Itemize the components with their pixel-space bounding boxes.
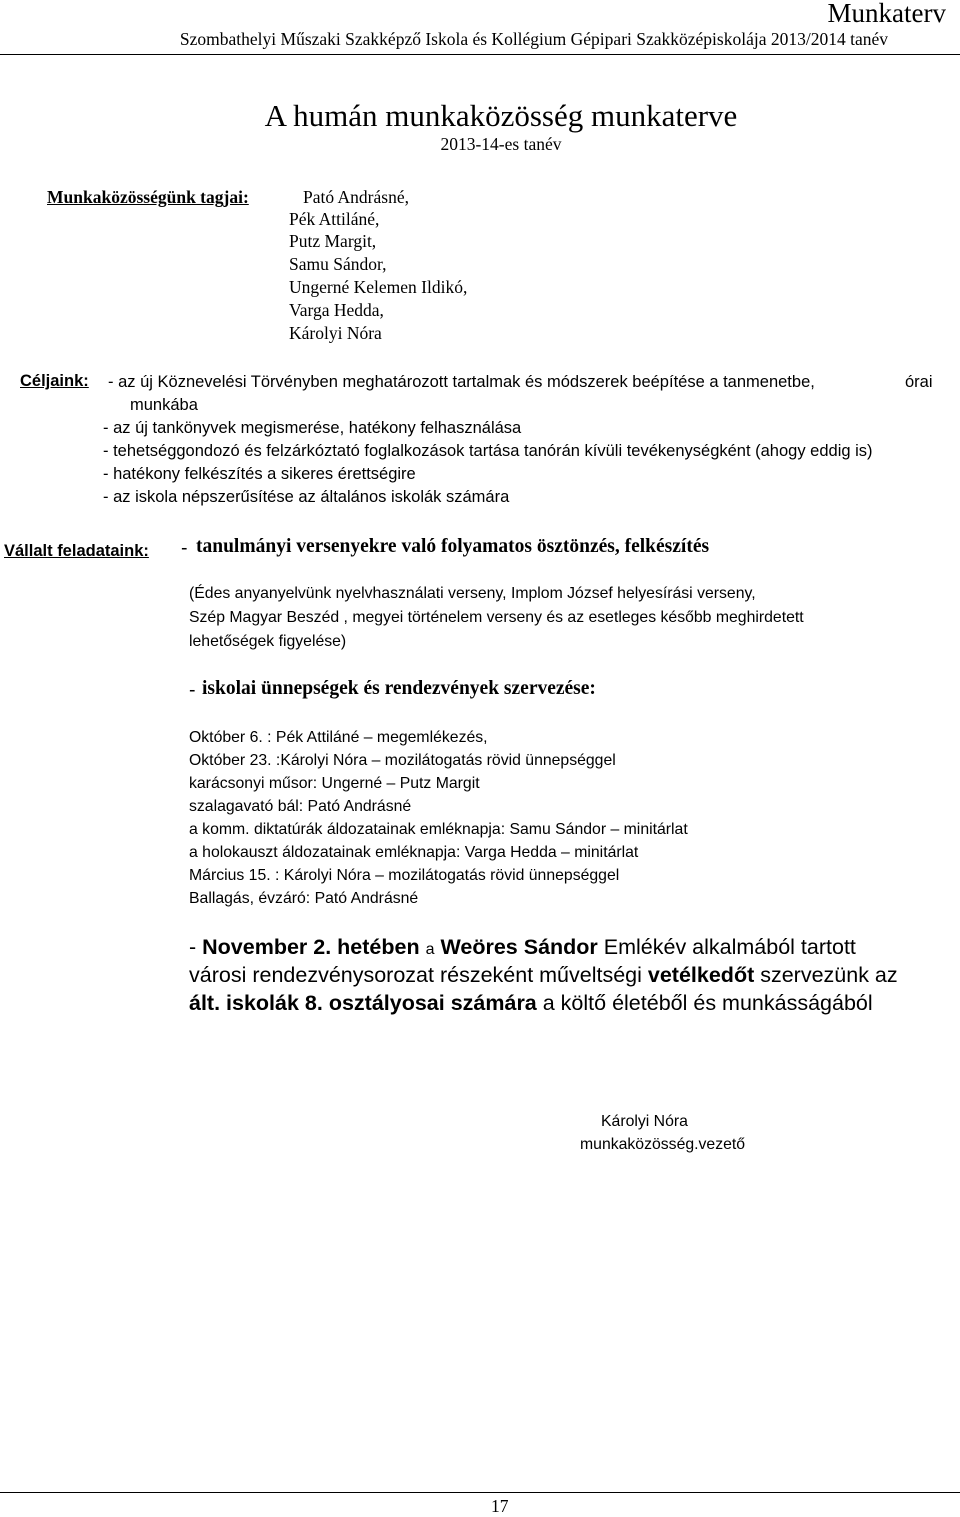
member-name: Pató Andrásné, <box>303 187 409 207</box>
footer-divider <box>0 1492 960 1493</box>
goal-item: - az új tankönyvek megismerése, hatékony felhasználása <box>103 419 522 437</box>
header-title: Munkaterv <box>827 0 946 28</box>
member-name: Károlyi Nóra <box>289 323 382 343</box>
document-title: A humán munkaközösség munkaterve <box>264 98 738 133</box>
goal-item-tail: órai <box>905 373 933 391</box>
goals-label: Céljaink: <box>20 372 89 390</box>
member-name: Ungerné Kelemen Ildikó, <box>289 277 468 297</box>
goal-item: - hatékony felkészítés a sikeres érettségire <box>103 465 416 483</box>
text-run: szervezünk az <box>754 963 898 987</box>
text-run: a <box>425 941 435 958</box>
task-paragraph-line <box>189 962 898 990</box>
text-run: ált. iskolák 8. osztályosai számára <box>189 991 537 1015</box>
event-item: Október 23. :Károlyi Nóra – mozilátogatás rövid ünnepséggel <box>189 752 616 769</box>
tasks-label: Vállalt feladataink: <box>4 542 149 560</box>
signature-role: munkaközösség.vezető <box>580 1136 746 1153</box>
goal-item: - az új Köznevelési Törvényben meghatározott tartalmak és módszerek beépítése a tanmenetbe, <box>108 373 815 391</box>
member-name: Varga Hedda, <box>289 300 384 320</box>
signature-name: Károlyi Nóra <box>601 1113 688 1130</box>
text-run: Weöres Sándor <box>434 935 598 959</box>
event-item: karácsonyi műsor: Ungerné – Putz Margit <box>189 775 480 792</box>
text-run: a költő életéből és munkásságából <box>536 991 873 1015</box>
task-paragraph-line <box>189 990 873 1018</box>
event-item: Március 15. : Károlyi Nóra – mozilátogatás rövid ünnepséggel <box>189 867 620 884</box>
text-run: Emlékév alkalmából tartott <box>597 935 856 959</box>
task-heading: tanulmányi versenyekre való folyamatos ösztönzés, felkészítés <box>196 536 710 557</box>
text-run: hetében <box>331 935 426 959</box>
event-item: a holokauszt áldozatainak emléknapja: Varga Hedda – minitárlat <box>189 844 639 861</box>
task-dash: - <box>189 679 196 701</box>
task-paragraph-line <box>189 934 856 964</box>
event-item: Ballagás, évzáró: Pató Andrásné <box>189 890 419 907</box>
text-run: - <box>189 935 203 959</box>
task-detail: lehetőségek figyelése) <box>189 633 347 650</box>
goal-item: - az iskola népszerűsítése az általános iskolák számára <box>103 488 510 506</box>
members-label: Munkaközösségünk tagjai: <box>47 187 249 207</box>
task-detail: (Édes anyanyelvünk nyelvhasználati verseny, Implom József helyesírási verseny, <box>189 585 756 602</box>
text-run: vetélkedőt <box>647 963 755 987</box>
task-detail: Szép Magyar Beszéd , megyei történelem verseny és az esetleges később meghirdetett <box>189 609 804 626</box>
goal-item: - tehetséggondozó és felzárkóztató foglalkozások tartása tanórán kívüli tevékenységként (ahogy eddig is) <box>103 442 873 460</box>
member-name: Samu Sándor, <box>289 254 387 274</box>
task-heading: iskolai ünnepségek és rendezvények szervezése: <box>202 678 596 699</box>
event-item: a komm. diktatúrák áldozatainak emléknapja: Samu Sándor – minitárlat <box>189 821 688 838</box>
goal-item-continuation: munkába <box>130 396 198 414</box>
header-divider <box>0 54 960 55</box>
event-item: szalagavató bál: Pató Andrásné <box>189 798 412 815</box>
task-dash: - <box>181 537 188 559</box>
member-name: Putz Margit, <box>289 231 377 251</box>
header-subtitle: Szombathelyi Műszaki Szakképző Iskola és Kollégium Gépipari Szakközépiskolája 2013/2014 tanév <box>179 29 888 49</box>
text-run: városi rendezvénysorozat részeként műveltségi <box>189 963 648 987</box>
text-run: November 2. <box>202 935 332 959</box>
event-item: Október 6. : Pék Attiláné – megemlékezés, <box>189 729 488 746</box>
member-name: Pék Attiláné, <box>289 209 380 229</box>
page-number: 17 <box>491 1496 509 1516</box>
document-year: 2013-14-es tanév <box>440 134 562 154</box>
